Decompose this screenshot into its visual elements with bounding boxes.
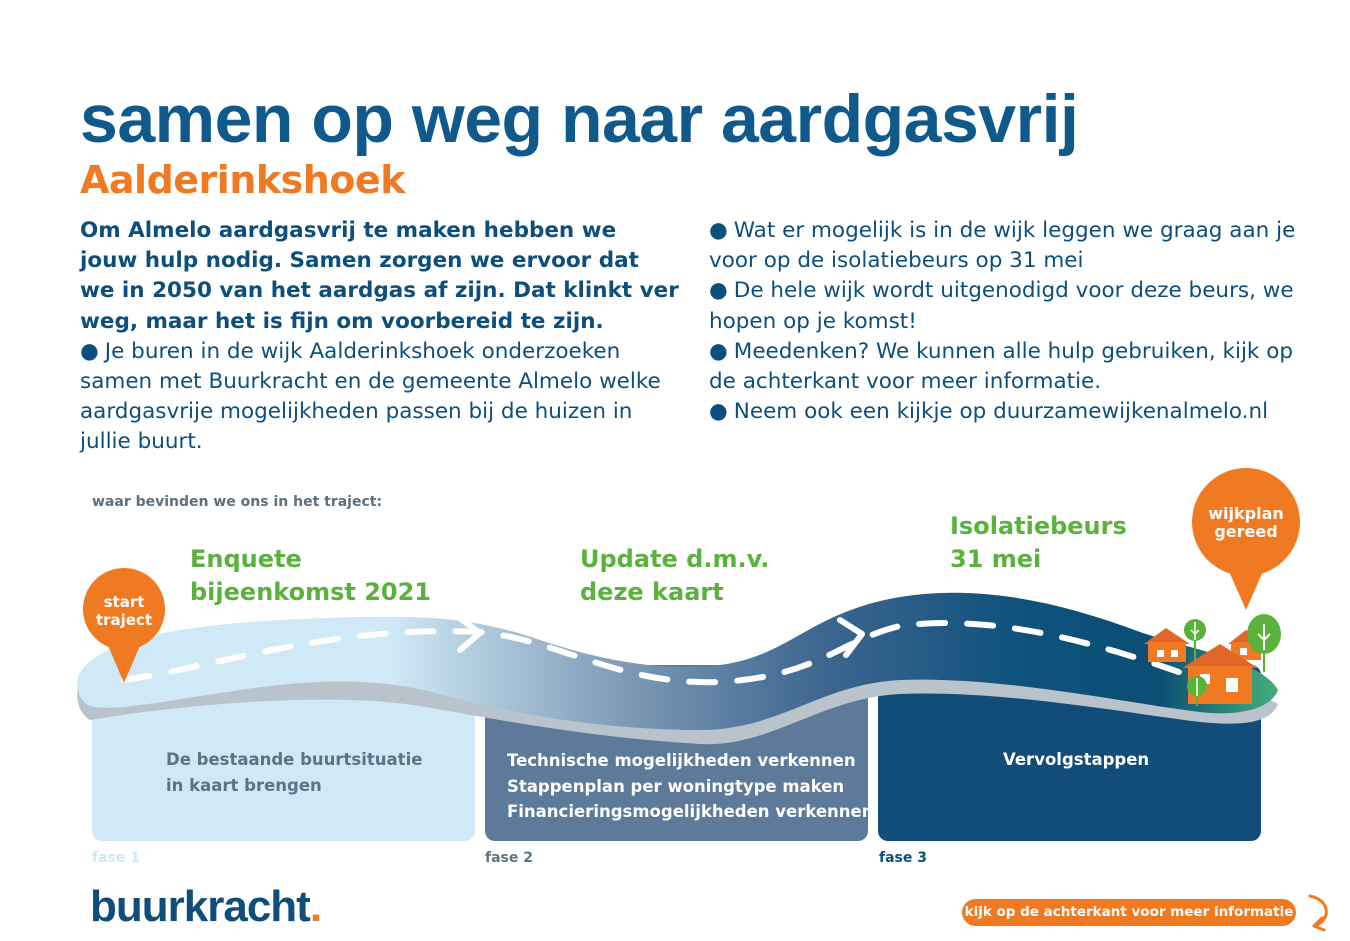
phase-1-label: fase 1: [92, 850, 140, 866]
intro-bullet: ● Meedenken? We kunnen alle hulp gebruiken, kijk op de achterkant voor meer informatie.: [709, 337, 1309, 397]
intro-bullet: ● De hele wijk wordt uitgenodigd voor deze beurs, we hopen op je komst!: [709, 276, 1309, 336]
logo-dot: .: [309, 882, 322, 931]
milestone-2: [580, 543, 769, 609]
phase-3-label: fase 3: [879, 850, 927, 866]
phase-task: De bestaande buurtsituatie: [166, 750, 423, 769]
arrow-icon: [1310, 896, 1326, 930]
neighbourhood-name: Aalderinkshoek: [80, 158, 405, 202]
phase-3-description: [1003, 747, 1149, 773]
phase-task: Stappenplan per woningtype maken: [507, 776, 845, 796]
start-pin-label: start traject: [95, 593, 153, 629]
phase-task: Technische mogelijkheden verkennen: [507, 751, 856, 770]
milestone-1: [190, 543, 431, 609]
tree-icon: [1247, 614, 1281, 672]
milestone-line: Enquete: [190, 545, 302, 573]
intro-bullet: ● Je buren in de wijk Aalderinkshoek onderzoeken samen met Buurkracht en de gemeente Almelo welke aardgasvrije mogelijkheden passen bij de huizen in jullie buurt.: [80, 337, 680, 458]
logo-text: buurkracht: [90, 882, 310, 931]
milestone-line: bijeenkomst 2021: [190, 578, 431, 606]
phase-task: Financieringsmogelijkheden verkennen: [507, 802, 874, 821]
traject-label: waar bevinden we ons in het traject:: [92, 494, 383, 510]
intro-bullet: ● Neem ook een kijkje op duurzamewijkenalmelo.nl: [709, 397, 1309, 427]
end-pin-label: wijkplan gereed: [1208, 504, 1284, 541]
milestone-line: Isolatiebeurs: [950, 512, 1127, 540]
phase-2-description: [507, 748, 874, 825]
phase-task: Vervolgstappen: [1003, 750, 1150, 769]
milestone-line: 31 mei: [950, 545, 1042, 573]
intro-bullet: ● Wat er mogelijk is in de wijk leggen we graag aan je voor op de isolatiebeurs op 31 mei: [709, 216, 1309, 276]
buurkracht-logo: [90, 879, 321, 935]
milestone-line: deze kaart: [580, 578, 724, 606]
milestone-line: Update d.m.v.: [580, 545, 770, 573]
milestone-3: [950, 510, 1127, 576]
phase-2-label: fase 2: [485, 850, 533, 866]
intro-lead: Om Almelo aardgasvrij te maken hebben we jouw hulp nodig. Samen zorgen we ervoor dat we in 2050 van het aardgas af zijn. Dat klinkt ver weg, maar het is fijn om voorbereid te zijn.: [80, 218, 679, 334]
house-icon: [1144, 628, 1190, 662]
phase-1-description: [166, 747, 422, 798]
phase-task: in kaart brengen: [166, 775, 322, 795]
back-side-link[interactable]: kijk op de achterkant voor meer informatie: [962, 899, 1296, 926]
page-title: samen op weg naar aardgasvrij: [80, 81, 1079, 157]
